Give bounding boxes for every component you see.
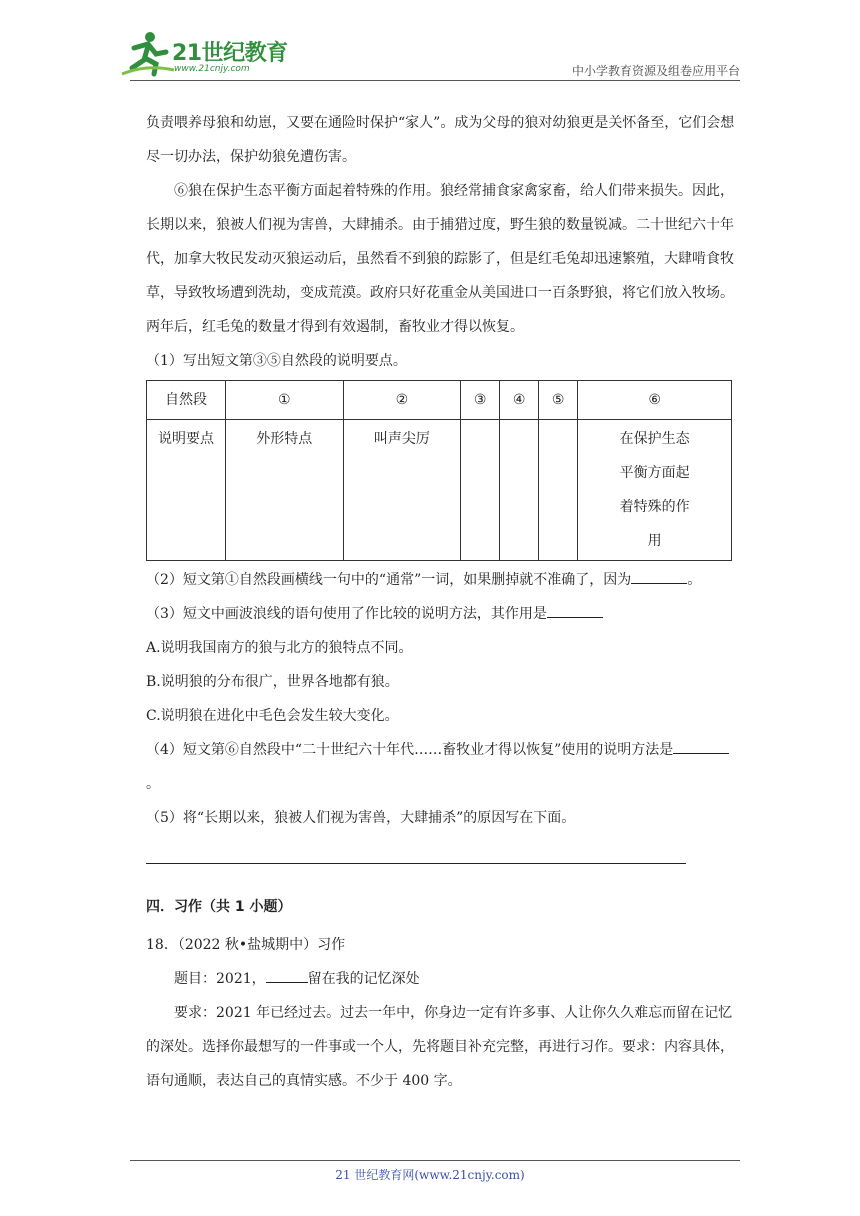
answer-line[interactable] xyxy=(146,835,686,864)
runner-logo-icon xyxy=(120,28,176,78)
option-c: C.说明狼在进化中毛色会发生较大变化。 xyxy=(146,708,399,724)
logo-url: www.21cnjy.com xyxy=(174,64,250,74)
table-cell-header-label: 自然段 xyxy=(147,381,226,420)
table-cell-point-1: 外形特点 xyxy=(226,420,344,561)
answer-blank[interactable] xyxy=(547,603,603,618)
page-header xyxy=(120,28,740,80)
question-4 xyxy=(146,733,736,801)
footer-text: 21 世纪教育网(www.21cnjy.com) xyxy=(335,1168,525,1182)
main-content xyxy=(146,106,736,872)
table-cell-point-2: 叫声尖厉 xyxy=(343,420,461,561)
platform-name: 中小学教育资源及组卷应用平台 xyxy=(571,64,740,78)
table-cell-col-4: ④ xyxy=(500,381,539,420)
question-5: （5）将“长期以来，狼被人们视为害兽，大肆捕杀”的原因写在下面。 xyxy=(146,810,576,826)
question-4-text: （4）短文第⑥自然段中“二十世纪六十年代……畜牧业才得以恢复”使用的说明方法是 xyxy=(146,742,674,758)
essay-topic-pre: 题目：2021， xyxy=(174,971,266,987)
table-cell-col-5: ⑤ xyxy=(539,381,578,420)
option-b: B.说明狼的分布很广，世界各地都有狼。 xyxy=(146,674,399,690)
table-cell-point-6-text: 在保护生态平衡方面起着特殊的作用 xyxy=(619,431,690,549)
table-cell-point-3 xyxy=(461,420,500,561)
question-2-end: 。 xyxy=(687,572,702,588)
topic-blank[interactable] xyxy=(266,968,308,983)
header-divider xyxy=(130,80,740,81)
table-cell-col-2: ② xyxy=(343,381,461,420)
question-1: （1）写出短文第③⑤自然段的说明要点。 xyxy=(146,353,407,369)
summary-table xyxy=(146,380,732,561)
passage-continued: 负责喂养母狼和幼崽，又要在通险时保护“家人”。成为父母的狼对幼狼更是关怀备至，它们会想尽一切办法，保护幼狼免遭伤害。 xyxy=(146,115,735,165)
essay-question xyxy=(146,928,736,1098)
logo xyxy=(120,28,320,78)
essay-topic-post: 留在我的记忆深处 xyxy=(307,971,420,987)
essay-requirement: 要求：2021 年已经过去。过去一年中，你身边一定有许多事、人让你久久难忘而留在记忆的深处。选择你最想写的一件事或一个人，先将题目补充完整，再进行习作。要求：内容具体，语句通顺，表达自己的真情实感。不少于 400 字。 xyxy=(146,1005,734,1089)
essay-topic xyxy=(146,962,736,996)
table-cell-col-6: ⑥ xyxy=(578,381,732,420)
passage-para-6: ⑥狼在保护生态平衡方面起着特殊的作用。狼经常捕食家禽家畜，给人们带来损失。因此，长期以来，狼被人们视为害兽，大肆捕杀。由于捕猎过度，野生狼的数量锐减。二十世纪六十年代，加拿大牧民发动灭狼运动后，虽然看不到狼的踪影了，但是红毛兔却迅速繁殖，大肆啃食牧草，导致牧场遭到洗劫，变成荒漠。政府只好花重金从美国进口一百条野狼，将它们放入牧场。两年后，红毛兔的数量才得到有效遏制，畜牧业才得以恢复。 xyxy=(146,183,734,335)
question-3 xyxy=(146,597,736,631)
logo-text: 21世纪教育 xyxy=(172,41,288,66)
answer-blank[interactable] xyxy=(631,569,687,584)
answer-blank[interactable] xyxy=(673,739,729,754)
table-cell-col-3: ③ xyxy=(461,381,500,420)
question-3-text: （3）短文中画波浪线的语句使用了作比较的说明方法，其作用是 xyxy=(146,606,547,622)
question-2-text: （2）短文第①自然段画横线一句中的“通常”一词，如果删掉就不准确了，因为 xyxy=(146,572,632,588)
table-cell-row-label: 说明要点 xyxy=(147,420,226,561)
table-row xyxy=(147,381,732,420)
question-4-end: 。 xyxy=(146,776,160,792)
footer-divider xyxy=(130,1160,740,1161)
question-2 xyxy=(146,563,736,597)
table-cell-point-4 xyxy=(500,420,539,561)
table-row xyxy=(147,420,732,561)
essay-item: 18．（2022 秋•盐城期中）习作 xyxy=(146,937,346,953)
table-cell-col-1: ① xyxy=(226,381,344,420)
option-a: A.说明我国南方的狼与北方的狼特点不同。 xyxy=(146,640,413,656)
table-cell-point-5 xyxy=(539,420,578,561)
section-heading: 四．习作（共 1 小题） xyxy=(146,899,292,915)
table-cell-point-6 xyxy=(578,420,732,561)
